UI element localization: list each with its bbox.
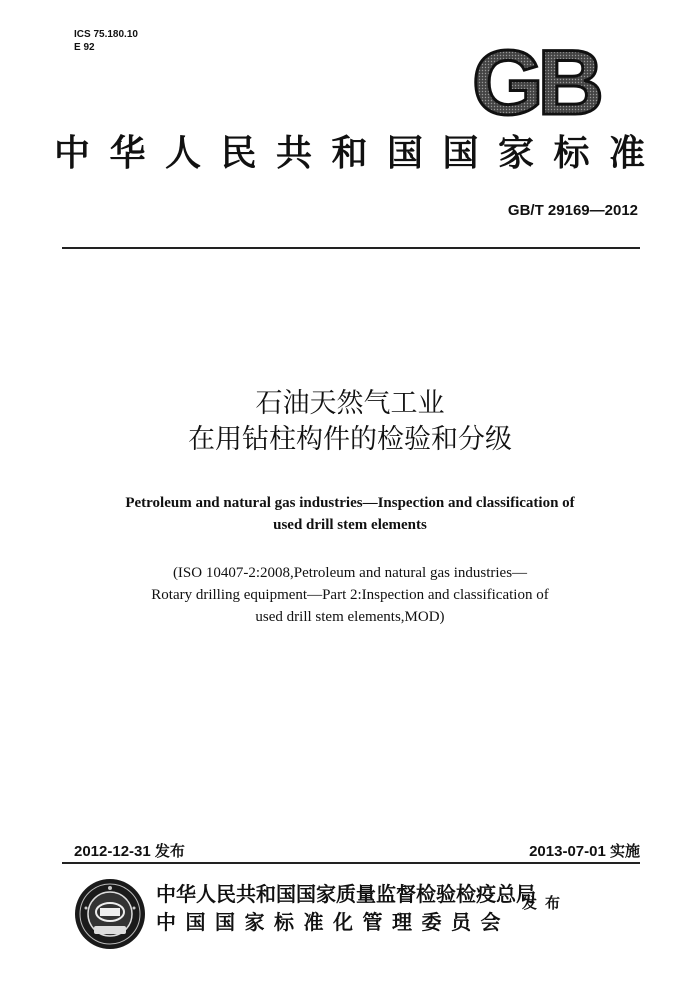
issue-date: 2012-12-31 发布 (74, 843, 185, 860)
publish-label: 发布 (522, 894, 569, 912)
ref-line2: Rotary drilling equipment—Part 2:Inspection and classification of (151, 587, 549, 603)
standard-number: GB/T 29169—2012 (507, 202, 638, 219)
title-cn-line1: 石油天然气工业 (255, 388, 445, 419)
iso-reference (70, 562, 630, 628)
issuing-authorities (156, 880, 536, 936)
classification-codes (74, 28, 138, 54)
title-en-line1: Petroleum and natural gas industries—Inspection and classification of (125, 495, 575, 511)
ref-line1: (ISO 10407-2:2008,Petroleum and natural gas industries— (172, 565, 528, 581)
issuer-aqsiq: 中华人民共和国国家质量监督检验检疫总局 (156, 882, 536, 906)
gb-logo-text: GB (472, 42, 598, 120)
issuer-sac: 中国国家标准化管理委员会 (156, 910, 510, 934)
issuer-seal-emblem (74, 878, 146, 950)
gb-logo (466, 42, 604, 120)
title-english (60, 492, 640, 536)
title-cn-line2: 在用钻柱构件的检验和分级 (188, 424, 512, 455)
footer-divider (62, 862, 640, 864)
title-en-line2: used drill stem elements (273, 517, 427, 533)
ics-code: ICS 75.180.10 (74, 29, 138, 40)
ref-line3: used drill stem elements,MOD) (255, 609, 445, 625)
title-chinese (0, 386, 700, 458)
ccs-code: E 92 (74, 42, 95, 53)
header-divider (62, 247, 640, 249)
national-standard-heading: 中华人民共和国国家标准 (54, 132, 648, 174)
implementation-date: 2013-07-01 实施 (529, 843, 640, 860)
